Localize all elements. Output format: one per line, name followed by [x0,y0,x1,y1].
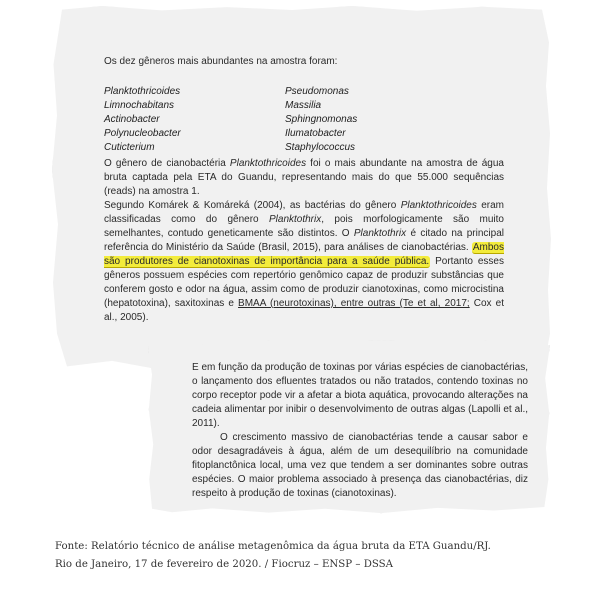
caption-line-2: Rio de Janeiro, 17 de fevereiro de 2020. / Fiocruz – ENSP – DSSA [55,559,394,570]
genus-item: Ilumatobacter [285,128,346,139]
genus-item: Staphylococcus [285,142,356,153]
genus-item: Cuticterium [104,142,155,153]
paragraph-most-abundant: O gênero de cianobactéria Planktothricoides foi o mais abundante na amostra de água bruta captada pela ETA do Guandu, representando mais do que 55.000 sequências (reads) na amostra 1. [104,158,504,197]
genus-item: Actinobacter [104,114,160,125]
genus-item: Planktothricoides [104,86,181,97]
underlined-reference: BMAA (neurotoxinas), entre outras (Te et al, 2017; [238,298,470,309]
genus-item: Sphingnomonas [285,114,358,125]
source-caption [55,538,575,574]
genus-item: Polynucleobacter [104,128,181,139]
paragraph-komarek: Segundo Komárek & Komáreká (2004), as bactérias do gênero Planktothricoides eram classificadas como do gênero Planktothrix, pois morfologicamente são muito semelhantes, contudo geneticamente são distintos. O Planktothrix é citado na principal referência do Ministério da Saúde (Brasil, 2015), para análises de cianobactérias. Ambos são produtores de cianotoxinas de importância para a saúde pública. Portanto esses gêneros possuem espécies com repertório genômico capaz de produzir substâncias que conferem gosto e odor na água, assim como de produzir cianotoxinas, como microcistina (hepatotoxina), saxitoxinas e BMAA (neurotoxinas), entre outras (Te et al, 2017; Cox et al., 2005). [104,200,505,323]
paragraph-toxins-effects: E em função da produção de toxinas por várias espécies de cianobactérias, o lançamento dos efluentes tratados ou não tratados, contendo toxinas no corpo receptor pode vir a afetar a biota aquática, provocando alterações na cadeia alimentar por inibir o desenvolvimento de outras algas (Lapolli et al., 2011). [192,362,528,429]
caption-line-1: Fonte: Relatório técnico de análise metagenômica da água bruta da ETA Guandu/RJ. [55,541,491,552]
paragraph-massive-growth: O crescimento massivo de cianobactérias tende a causar sabor e odor desagradáveis à água, além de um desequilíbrio na comunidade fitoplanctônica local, uma vez que tendem a ser dominantes sobre outras espécies. O maior problema associado à presença das cianobactérias, diz respeito à produção de toxinas (cianotoxinas). [192,432,528,499]
intro-line: Os dez gêneros mais abundantes na amostra foram: [104,56,338,67]
genera-list-left [104,85,181,155]
genera-list-right [285,85,357,155]
genus-item: Massilia [285,100,322,111]
genus-item: Pseudomonas [285,86,349,97]
highlighted-sentence: Ambos são produtores de cianotoxinas de importância para a saúde pública. [104,242,504,267]
genus-item: Limnochabitans [104,100,175,111]
